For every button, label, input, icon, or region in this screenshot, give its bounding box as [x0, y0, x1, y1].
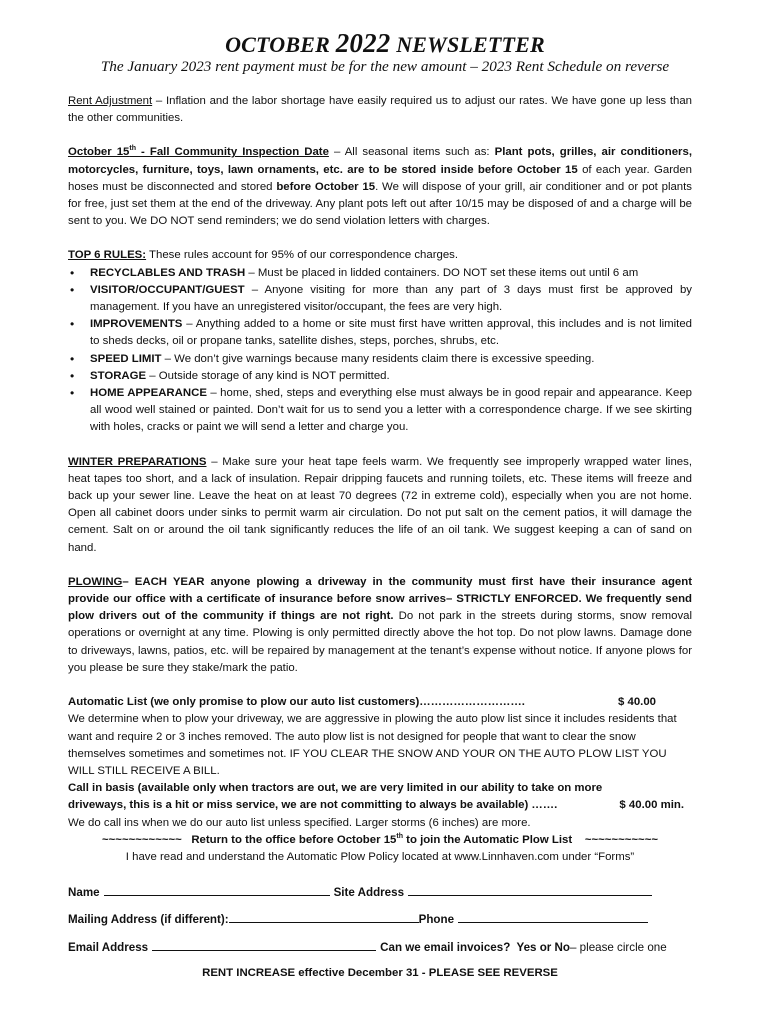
site-address-field[interactable]: [408, 884, 652, 896]
automatic-list-line: Automatic List (we only promise to plow our auto list customers)………………………. $ 40.00: [68, 694, 692, 711]
site-address-label: Site Address: [333, 886, 405, 900]
automatic-list-text: We determine when to plow your driveway, we are aggressive in plowing the auto plow list since it includes residents that want and require 2 or 3 inches removed. The auto plow list is not designed for people that want to clear the snow themselves sometimes and sometimes not. IF YOU CLEAR THE SNOW AND YOUR ON THE AUTO PLOW LIST YOU WILL STILL RECEIVE A BILL.: [68, 713, 677, 777]
automatic-list-price: $ 40.00: [617, 696, 656, 709]
inspection-paragraph: October 15th - Fall Community Inspection Date – All seasonal items such as: Plant pots, grilles, air conditioners, motorcycles, furniture, toys, lawn ornaments, etc. are to be stored inside before October 15 of each year. Garden hoses must be disconnected and stored before October 15. We will dispose of your grill, air conditioner and or pot plants for free, just set them at the end of the driveway. Any plant pots left out after 10/15 may be disposed of and a charge will be sent to you. We DO NOT send reminders; we do send violation letters with charges.: [68, 145, 693, 228]
list-item: • STORAGE – Outside storage of any kind is NOT permitted.: [68, 368, 692, 385]
rules-heading: TOP 6 RULES:: [68, 249, 147, 262]
mailing-address-field[interactable]: [229, 911, 419, 923]
form-row-email: Email Address Can we email invoices? Yes or No – please circle one: [68, 939, 692, 956]
page-subtitle: The January 2023 rent payment must be for the new amount – 2023 Rent Schedule on reverse: [100, 58, 670, 75]
acknowledgement: I have read and understand the Automatic Plow Policy located at www.Linnhaven.com under “Forms”: [125, 850, 635, 863]
rent-adjustment-heading: Rent Adjustment: [68, 95, 153, 107]
form-row-mailing: [68, 911, 692, 928]
phone-field[interactable]: [458, 911, 648, 923]
rules-section: TOP 6 RULES: These rules account for 95% of our correspondence charges. • RECYCLABLES AND TRASH – Must be placed in lidded containers. DO NOT set these items out until 6 am • VISITOR/OCCUPANT/GUEST – Anyone visiting for more than any part of 3 days must first be approved by management. If you have an unregistered visitor/occupant, the fees are very high. • IMPROVEMENTS – Anything added to a home or site must first have written approval, this includes and is not limited to sheds decks, oil or propane tanks, satellite dishes, steps, porches, shrubs, etc. • SPEED LIMIT – We don’t give warnings because many residents claim there is excessive speeding. • STORAGE – Outside storage of any kind is NOT permitted. • HOME APPEARANCE – home, shed, steps and everything else must always be in good repair and appearance. Keep all wood well stained or painted. Don’t wait for us to send you a letter with a correspondence charge. If we see skirting with holes, cracks or paint we will send a letter and charge you.: [68, 247, 692, 436]
name-field[interactable]: [104, 884, 330, 896]
call-in-section: Call in basis (available only when tractors are out, we are very limited in our ability to take on more driveways, this is a hit or miss service, we are not committing to always be available) ……. $ 40.00 min. We do call ins when we do our auto list unless specified. Larger storms (6 inches) are more.: [68, 782, 684, 829]
footer-note: RENT INCREASE effective December 31 - PLEASE SEE REVERSE: [202, 966, 558, 979]
email-invoice-question: Can we email invoices? Yes or No: [380, 940, 570, 954]
list-item: • RECYCLABLES AND TRASH – Must be placed in lidded containers. DO NOT set these items out until 6 am: [68, 265, 692, 282]
rules-list: [68, 265, 692, 437]
name-label: Name: [68, 886, 100, 900]
rent-adjustment-paragraph: Rent Adjustment – Inflation and the labor shortage have easily required us to adjust our rates. We have gone up less than the other communities.: [68, 95, 693, 125]
list-item: • HOME APPEARANCE – home, shed, steps and everything else must always be in good repair and appearance. Keep all wood well stained or painted. Don’t wait for us to send you a letter with a correspondence charge. If we see skirting with holes, cracks or paint we will send a letter and charge you.: [68, 385, 692, 437]
inspection-heading: October 15th - Fall Community Inspection Date: [68, 145, 329, 159]
email-address-field[interactable]: [152, 939, 376, 951]
form-row-name: [68, 884, 692, 901]
mailing-address-label: Mailing Address (if different):: [68, 913, 229, 927]
newsletter-body: [68, 93, 692, 982]
winter-heading: WINTER PREPARATIONS: [68, 455, 207, 468]
plowing-paragraph: PLOWING– EACH YEAR anyone plowing a driveway in the community must first have their insurance agent provide our office with a certificate of insurance before snow arrives– STRICTLY ENFORCED. We frequently send plow drivers out of the community if things are not right. Do not park in the streets during storms, snow removal operations or overnight at any time. Plowing is only permitted directly above the hot top. Do not plow lawns. Damage done to driveways, lawns, patios, etc. will be repaired by management at the tenant’s expense without notice. If anyone plows for you please be sure they stake/mark the patio.: [68, 575, 693, 674]
list-item: • SPEED LIMIT – We don’t give warnings because many residents claim there is excessive speeding.: [68, 351, 692, 368]
call-in-price: $ 40.00 min.: [619, 799, 684, 812]
phone-label: Phone: [418, 913, 455, 927]
list-item: • IMPROVEMENTS – Anything added to a home or site must first have written approval, this includes and is not limited to sheds decks, oil or propane tanks, satellite dishes, steps, porches, shrubs, etc.: [68, 316, 692, 350]
email-address-label: Email Address: [68, 940, 149, 954]
list-item: • VISITOR/OCCUPANT/GUEST – Anyone visiting for more than any part of 3 days must first be approved by management. If you have an unregistered visitor/occupant, the fees are very high.: [68, 282, 692, 316]
page-title: OCTOBER 2022 NEWSLETTER: [225, 28, 545, 58]
return-line: ~~~~~~~~~~~~ Return to the office before October 15th to join the Automatic Plow List ~~~~~~~~~~~: [101, 832, 658, 846]
plowing-heading: PLOWING: [68, 575, 123, 588]
winter-paragraph: WINTER PREPARATIONS – Make sure your heat tape feels warm. We frequently see improperly wrapped water lines, heat tapes too short, and a lack of insulation. Repair dripping faucets and running toilets, etc. These items will freeze and back up your sewer line. Leave the heat on at least 70 degrees (72 in extreme cold), especially when you are not home. Open all cabinet doors under sinks to permit warm air circulation. Do not put salt on the cement patios, it will damage the cement. Salt on or around the oil tank significantly reduces the life of an oil tank. We suggest keeping a can of sand on hand.: [68, 455, 692, 554]
